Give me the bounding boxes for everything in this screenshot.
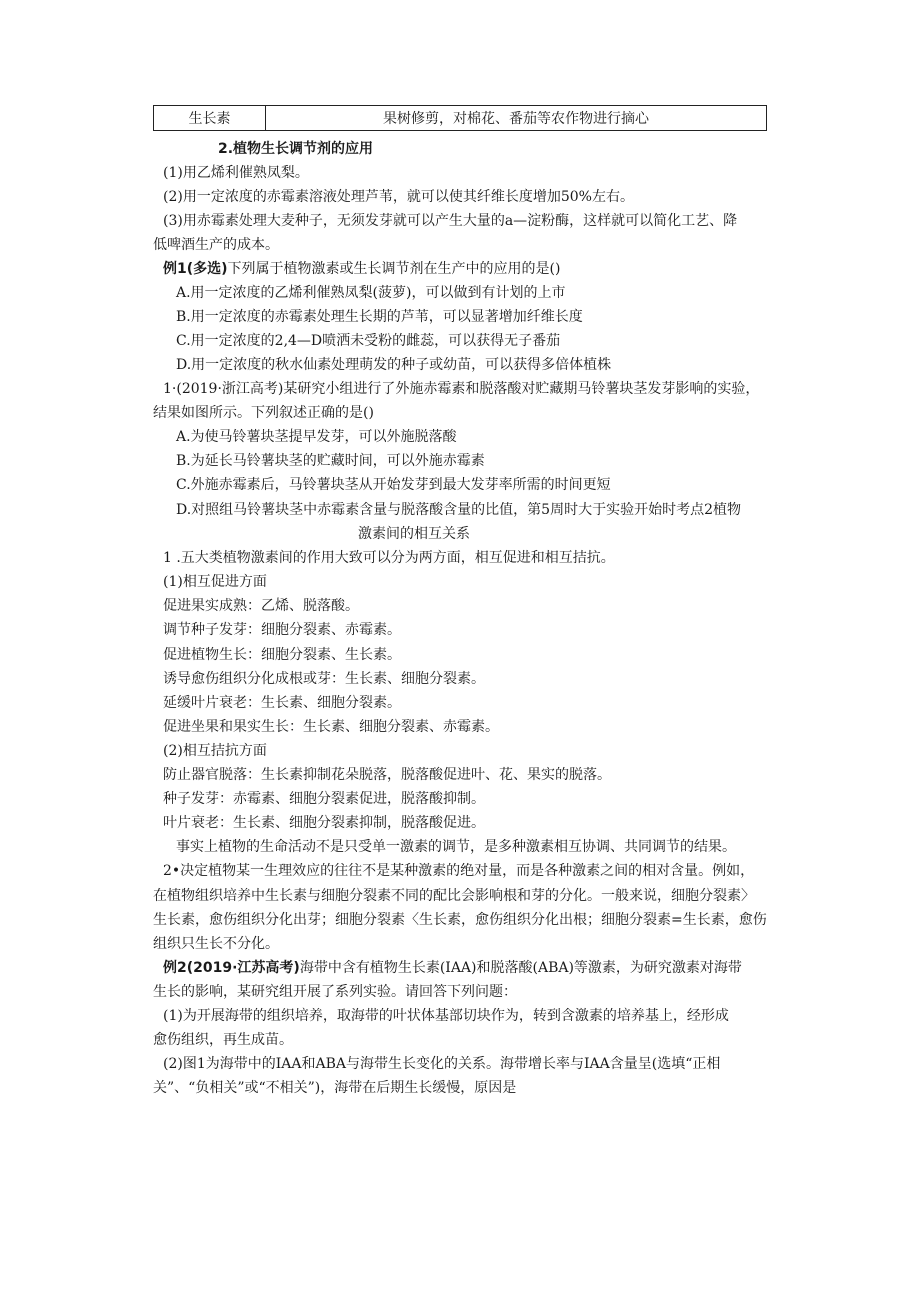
option-line: D.用一定浓度的秋水仙素处理萌发的种子或幼苗，可以获得多倍体植株 bbox=[176, 357, 612, 373]
paragraph-line: 1 .五大类植物激素间的作用大致可以分为两方面，相互促进和相互拮抗。 bbox=[163, 550, 615, 566]
list-item: 促进坐果和果实生长：生长素、细胞分裂素、赤霉素。 bbox=[163, 719, 499, 735]
list-item: 叶片衰老：生长素、细胞分裂素抑制，脱落酸促进。 bbox=[163, 815, 485, 831]
paragraph-line: (3)用赤霉素处理大麦种子，无须发芽就可以产生大量的a—淀粉酶，这样就可以简化工艺、降 bbox=[163, 213, 738, 229]
paragraph-line: (2)图1为海带中的IAA和ABA与海带生长变化的关系。海带增长率与IAA含量呈(选填“正相 bbox=[163, 1056, 721, 1072]
section-heading: 2.植物生长调节剂的应用 bbox=[218, 141, 374, 157]
paragraph-line: (1)用乙烯利催熟凤梨。 bbox=[163, 165, 309, 181]
paragraph-line: 生长的影响，某研究组开展了系列实验。请回答下列问题： bbox=[153, 984, 517, 1000]
list-item: 促进果实成熟：乙烯、脱落酸。 bbox=[163, 598, 359, 614]
subheading: (1)相互促进方面 bbox=[163, 574, 267, 590]
list-item: 诱导愈伤组织分化成根或芽：生长素、细胞分裂素。 bbox=[163, 671, 485, 687]
paragraph-line: 关”、“负相关”或“不相关”)，海带在后期生长缓慢，原因是 bbox=[153, 1080, 517, 1096]
example1-stem bbox=[163, 259, 560, 281]
example1-question: 下列属于植物激素或生长调节剂在生产中的应用的是() bbox=[227, 261, 561, 277]
subheading: (2)相互拮抗方面 bbox=[163, 743, 267, 759]
paragraph-line: 生长素，愈伤组织分化出芽；细胞分裂素〈生长素，愈伤组织分化出根；细胞分裂素=生长素，愈伤 bbox=[153, 912, 767, 928]
paragraph-line: 组织只生长不分化。 bbox=[153, 936, 279, 952]
paragraph-line: 事实上植物的生命活动不是只受单一激素的调节，是多种激素相互协调、共同调节的结果。 bbox=[176, 839, 736, 855]
table-row bbox=[154, 106, 767, 131]
list-item: 调节种子发芽：细胞分裂素、赤霉素。 bbox=[163, 622, 401, 638]
paragraph-line: 愈伤组织，再生成苗。 bbox=[153, 1032, 293, 1048]
paragraph-line: (2)用一定浓度的赤霉素溶液处理芦苇，就可以使其纤维长度增加50%左右。 bbox=[163, 189, 634, 205]
option-line: C.外施赤霉素后，马铃薯块茎从开始发芽到最大发芽率所需的时间更短 bbox=[176, 477, 611, 493]
option-line: D.对照组马铃薯块茎中赤霉素含量与脱落酸含量的比值，第5周时大于实验开始时考点2植物 bbox=[176, 502, 741, 518]
table-cell-application: 果树修剪，对棉花、番茄等农作物进行摘心 bbox=[266, 106, 767, 131]
option-line: A.为使马铃薯块茎提早发芽，可以外施脱落酸 bbox=[176, 429, 457, 445]
question1-stem-line: 1·(2019·浙江高考)某研究小组进行了外施赤霉素和脱落酸对贮藏期马铃薯块茎发芽影响的实验， bbox=[163, 381, 760, 397]
list-item: 防止器官脱落：生长素抑制花朵脱落，脱落酸促进叶、花、果实的脱落。 bbox=[163, 767, 611, 783]
paragraph-line: 在植物组织培养中生长素与细胞分裂素不同的配比会影响根和芽的分化。一般来说，细胞分裂素〉 bbox=[153, 888, 755, 904]
option-line: B.用一定浓度的赤霉素处理生长期的芦苇，可以显著增加纤维长度 bbox=[176, 309, 583, 325]
hormone-application-table bbox=[153, 105, 767, 131]
example1-label: 例1(多选) bbox=[163, 261, 228, 277]
example2-label: 例2(2019·江苏高考) bbox=[163, 960, 300, 976]
list-item: 种子发芽：赤霉素、细胞分裂素促进，脱落酸抑制。 bbox=[163, 791, 485, 807]
question1-stem-line: 结果如图所示。下列叙述正确的是() bbox=[153, 405, 374, 421]
option-line: B.为延长马铃薯块茎的贮藏时间，可以外施赤霉素 bbox=[176, 453, 485, 469]
list-item: 促进植物生长：细胞分裂素、生长素。 bbox=[163, 647, 401, 663]
option-line: A.用一定浓度的乙烯利催熟凤梨(菠萝)，可以做到有计划的上市 bbox=[176, 285, 566, 301]
list-item: 延缓叶片衰老：生长素、细胞分裂素。 bbox=[163, 695, 401, 711]
paragraph-line: 低啤酒生产的成本。 bbox=[153, 237, 279, 253]
paragraph-line: (1)为开展海带的组织培养，取海带的叶状体基部切块作为，转到含激素的培养基上，经形成 bbox=[163, 1008, 729, 1024]
paragraph-line: 2•决定植物某一生理效应的往往不是某种激素的绝对量，而是各种激素之间的相对含量。例如， bbox=[163, 863, 755, 879]
option-line: C.用一定浓度的2,4—D喷洒未受粉的雌蕊，可以获得无子番茄 bbox=[176, 333, 561, 349]
example2-stem bbox=[163, 958, 742, 980]
example2-question: 海带中含有植物生长素(IAA)和脱落酸(ABA)等激素，为研究激素对海带 bbox=[299, 960, 742, 976]
table-cell-hormone: 生长素 bbox=[154, 106, 266, 131]
option-line: 激素间的相互关系 bbox=[358, 526, 470, 542]
